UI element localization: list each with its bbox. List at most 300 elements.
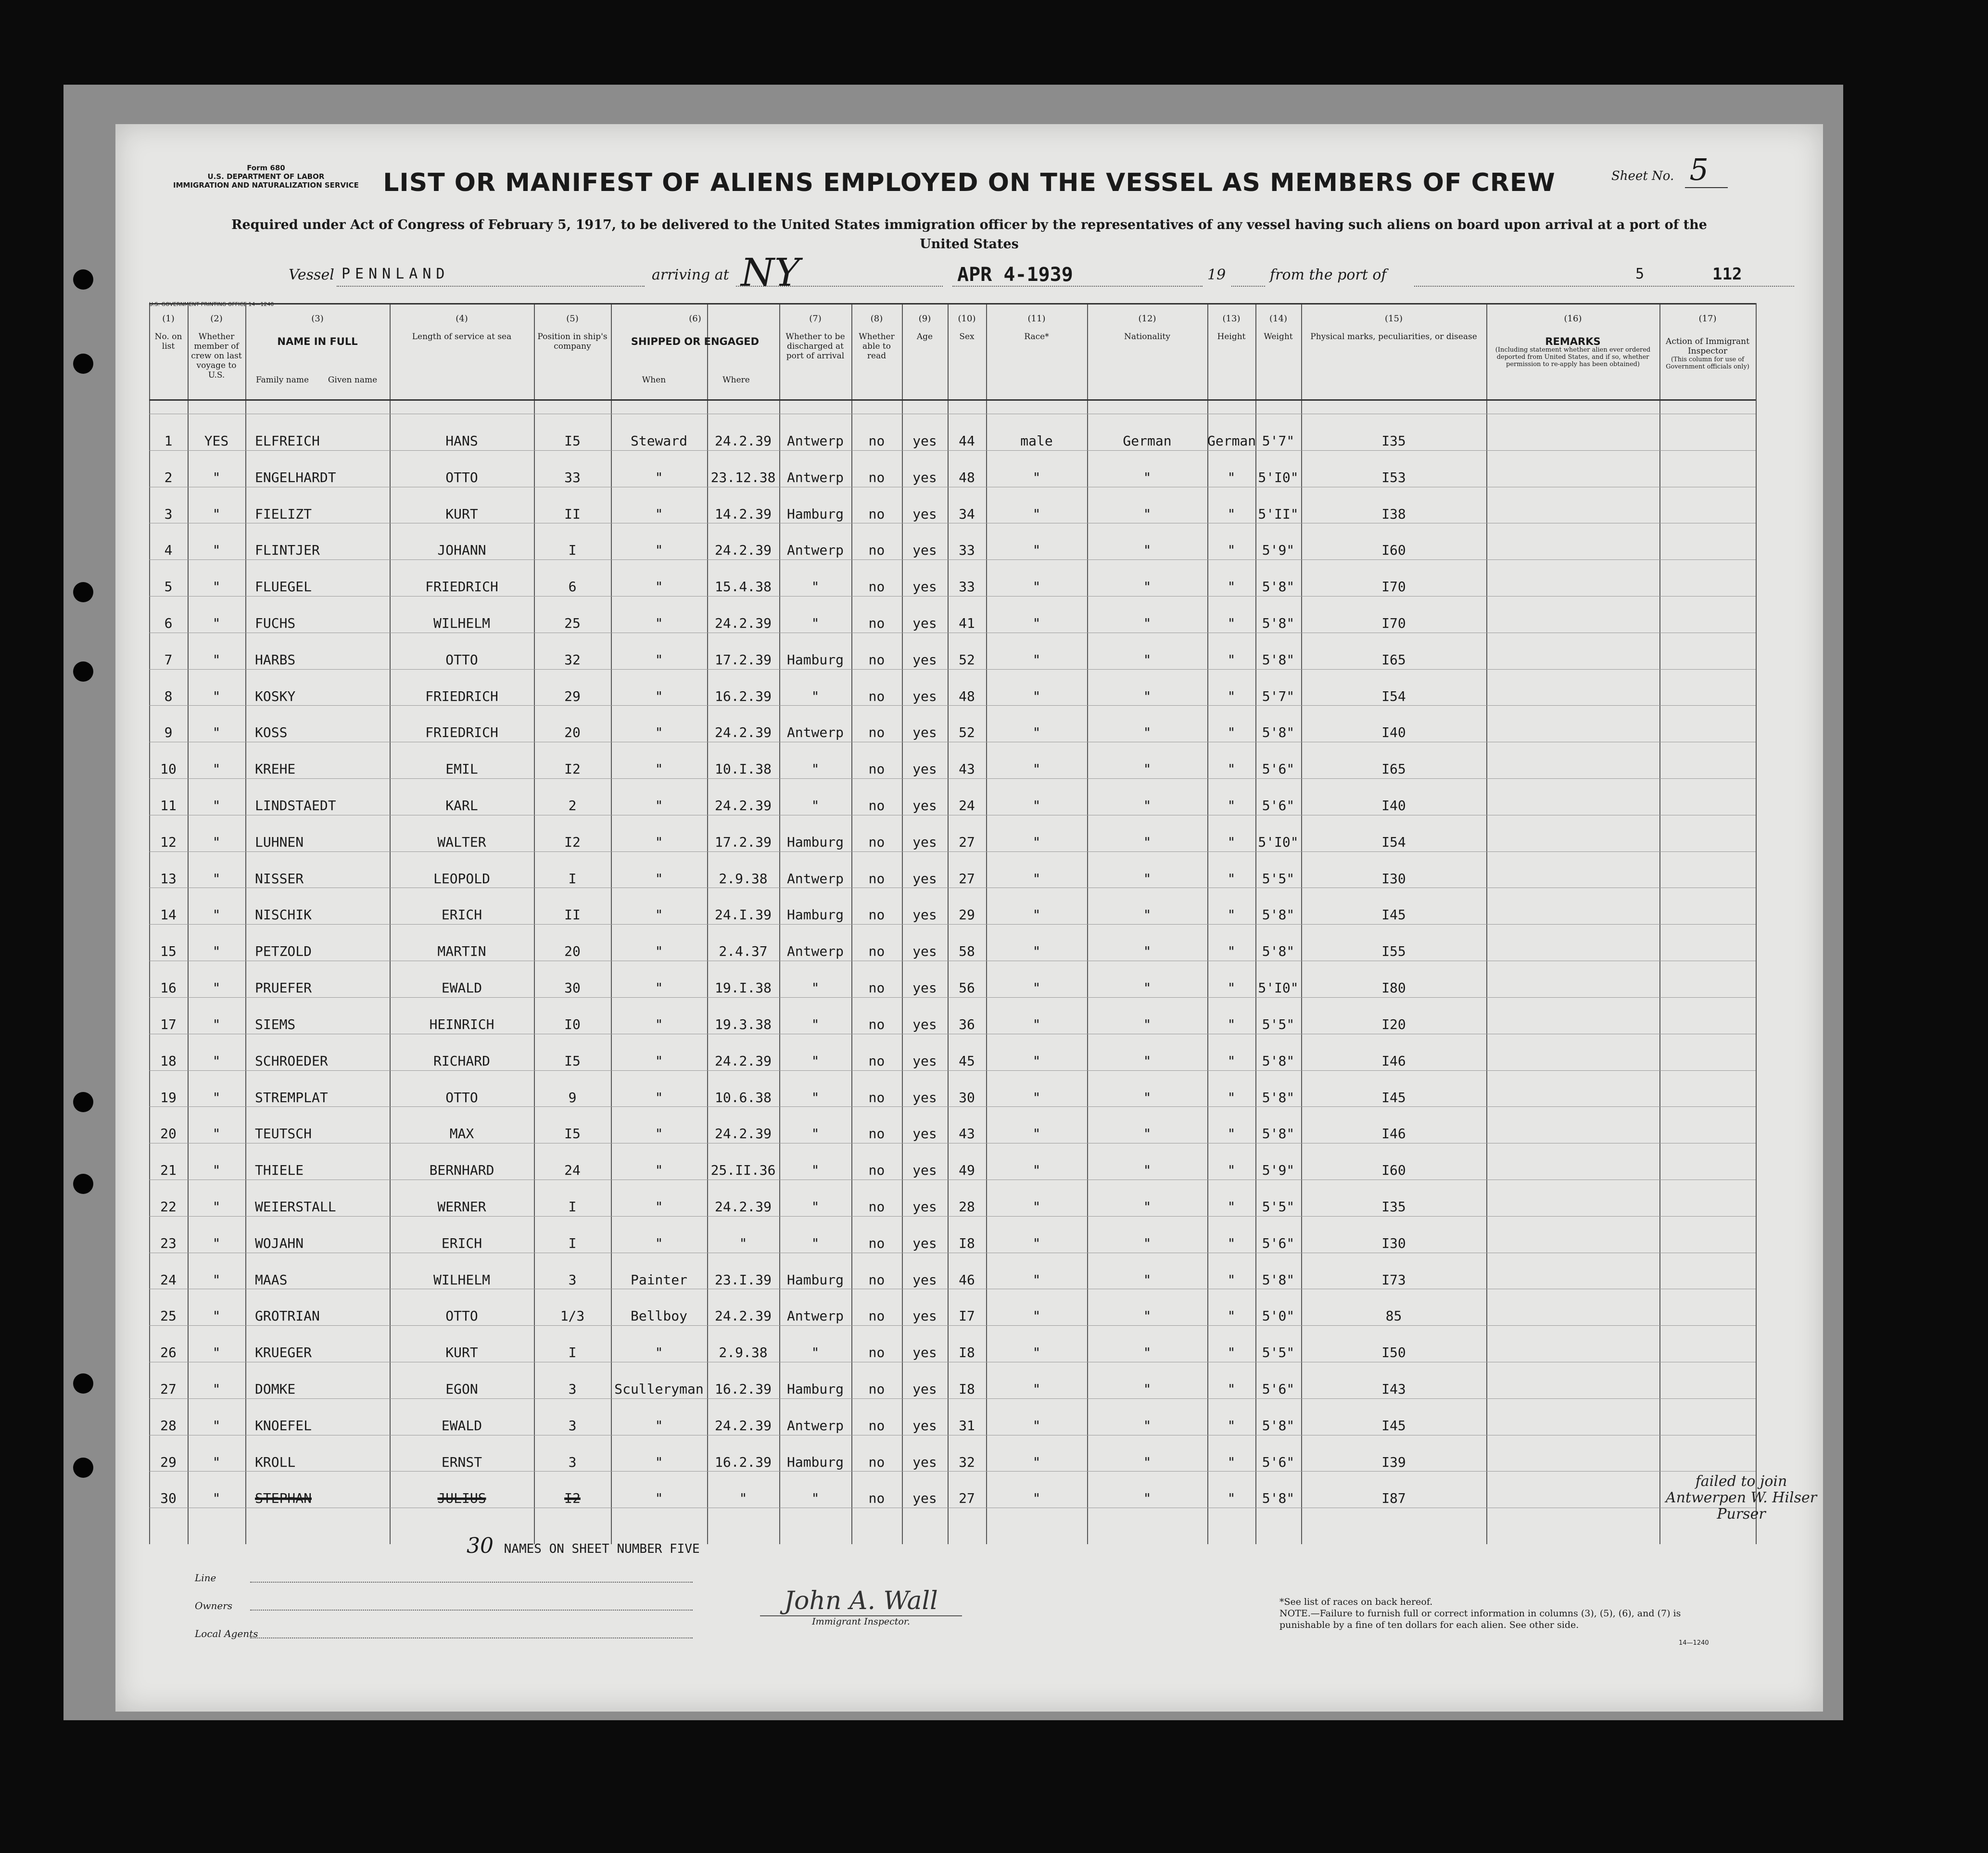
cell-given: ERICH xyxy=(441,907,482,923)
cell-disch: no xyxy=(868,1271,885,1288)
cell-race: " xyxy=(1143,1053,1152,1069)
cell-family: KOSKY xyxy=(255,688,296,704)
ruled-line xyxy=(149,1216,1756,1217)
cell-given: WERNER xyxy=(437,1198,486,1215)
cell-nat: " xyxy=(1227,615,1236,632)
cell-when: 19.I.38 xyxy=(714,980,772,996)
cell-height: 5'I0" xyxy=(1258,834,1299,850)
column-number: (4) xyxy=(456,314,468,324)
table-top-rule xyxy=(149,303,1756,305)
cell-service: I0 xyxy=(564,1016,581,1032)
cell-service: I5 xyxy=(564,1126,581,1142)
cell-position: " xyxy=(655,1454,663,1470)
cell-service: I xyxy=(568,542,577,558)
cell-no: 24 xyxy=(160,1271,177,1288)
cell-last: " xyxy=(212,1490,221,1507)
cell-sex: " xyxy=(1032,688,1041,704)
cell-nat: " xyxy=(1227,1417,1236,1434)
cell-disch: no xyxy=(868,1162,885,1179)
cell-where: Antwerp xyxy=(786,724,844,741)
cell-race: " xyxy=(1143,579,1152,595)
cell-no: 16 xyxy=(160,980,177,996)
cell-age: 48 xyxy=(959,469,975,485)
cell-position: " xyxy=(655,1126,663,1142)
cell-position: " xyxy=(655,907,663,923)
cell-height: 5'7" xyxy=(1262,688,1295,704)
cell-family: WEIERSTALL xyxy=(255,1198,336,1215)
cell-service: 3 xyxy=(568,1381,577,1397)
cell-family: NISSER xyxy=(255,870,304,887)
cell-position: " xyxy=(655,615,663,632)
cell-last: " xyxy=(212,615,221,632)
cell-family: FIELIZT xyxy=(255,506,312,522)
cell-weight: I70 xyxy=(1381,615,1406,632)
cell-position: Bellboy xyxy=(630,1308,687,1324)
cell-nat: " xyxy=(1227,1271,1236,1288)
cell-given: OTTO xyxy=(445,651,478,668)
column-number: (10) xyxy=(958,314,976,324)
cell-age: 24 xyxy=(959,798,975,814)
cell-race: " xyxy=(1143,1198,1152,1215)
cell-where: Hamburg xyxy=(786,651,844,668)
cell-when: 10.I.38 xyxy=(714,761,772,777)
ruled-line xyxy=(149,1325,1756,1326)
cell-last: " xyxy=(212,907,221,923)
cell-race: " xyxy=(1143,834,1152,850)
column-divider xyxy=(1659,303,1660,1544)
cell-family: ELFREICH xyxy=(255,433,320,449)
cell-no: 1 xyxy=(164,433,173,449)
cell-height: 5'6" xyxy=(1262,1235,1295,1251)
cell-weight: I38 xyxy=(1381,506,1406,522)
column-number: (11) xyxy=(1027,314,1046,324)
cell-weight: I87 xyxy=(1381,1490,1406,1507)
cell-when: 15.4.38 xyxy=(714,579,772,595)
cell-age: 27 xyxy=(959,870,975,887)
cell-weight: I35 xyxy=(1381,1198,1406,1215)
cell-given: KARL xyxy=(445,798,478,814)
page-mark: 112 xyxy=(1712,265,1742,284)
remark-text: failed to join Antwerpen W. Hilser Purser xyxy=(1665,1473,1817,1523)
cell-age: 33 xyxy=(959,579,975,595)
cell-race: " xyxy=(1143,980,1152,996)
from-port-code: 5 xyxy=(1635,266,1645,282)
cell-age: 29 xyxy=(959,907,975,923)
sub-header: When xyxy=(642,375,666,385)
cell-race: " xyxy=(1143,943,1152,960)
cell-height: 5'8" xyxy=(1262,651,1295,668)
cell-read: yes xyxy=(912,1162,937,1179)
cell-given: MAX xyxy=(449,1126,474,1142)
cell-nat: " xyxy=(1227,1126,1236,1142)
cell-race: " xyxy=(1143,1345,1152,1361)
column-number: (3) xyxy=(311,314,324,324)
header-rule xyxy=(149,399,1756,401)
cell-service: 29 xyxy=(564,688,581,704)
from-port-label: from the port of xyxy=(1270,267,1387,283)
cell-race: " xyxy=(1143,542,1152,558)
cell-last: " xyxy=(212,834,221,850)
cell-given: WALTER xyxy=(437,834,486,850)
cell-family: KOSS xyxy=(255,724,288,741)
cell-when: 16.2.39 xyxy=(714,1381,772,1397)
cell-given: EGON xyxy=(445,1381,478,1397)
column-divider xyxy=(245,303,246,1544)
cell-race: " xyxy=(1143,1162,1152,1179)
ruled-line xyxy=(149,997,1756,998)
cell-age: 32 xyxy=(959,1454,975,1470)
cell-position: " xyxy=(655,1198,663,1215)
cell-when: 17.2.39 xyxy=(714,834,772,850)
ruled-line xyxy=(149,1106,1756,1107)
cell-race: " xyxy=(1143,651,1152,668)
cell-race: " xyxy=(1143,870,1152,887)
cell-service: 20 xyxy=(564,724,581,741)
cell-last: " xyxy=(212,1271,221,1288)
cell-no: 7 xyxy=(164,651,173,668)
cell-family: STEPHAN xyxy=(255,1490,312,1507)
cell-no: 9 xyxy=(164,724,173,741)
cell-where: Hamburg xyxy=(786,1381,844,1397)
cell-race: " xyxy=(1143,1490,1152,1507)
cell-where: Hamburg xyxy=(786,907,844,923)
cell-age: 27 xyxy=(959,1490,975,1507)
cell-service: 9 xyxy=(568,1089,577,1105)
cell-read: yes xyxy=(912,1235,937,1251)
cell-service: 1/3 xyxy=(560,1308,585,1324)
cell-when: 24.2.39 xyxy=(714,1198,772,1215)
cell-sex: " xyxy=(1032,870,1041,887)
cell-last: " xyxy=(212,1162,221,1179)
cell-weight: I30 xyxy=(1381,1235,1406,1251)
cell-height: 5'6" xyxy=(1262,798,1295,814)
cell-given: WILHELM xyxy=(433,1271,490,1288)
ruled-line xyxy=(149,596,1756,597)
cell-disch: no xyxy=(868,870,885,887)
cell-race: " xyxy=(1143,1235,1152,1251)
cell-height: 5'5" xyxy=(1262,870,1295,887)
cell-disch: no xyxy=(868,1126,885,1142)
cell-given: EWALD xyxy=(441,980,482,996)
cell-last: " xyxy=(212,980,221,996)
cell-where: " xyxy=(811,1126,820,1142)
cell-service: I5 xyxy=(564,433,581,449)
cell-service: I xyxy=(568,870,577,887)
cell-height: 5'6" xyxy=(1262,1454,1295,1470)
cell-given: KURT xyxy=(445,1345,478,1361)
cell-weight: I80 xyxy=(1381,980,1406,996)
cell-no: 4 xyxy=(164,542,173,558)
owners-label: Owners xyxy=(195,1600,233,1612)
cell-nat: " xyxy=(1227,943,1236,960)
cell-when: 23.I.39 xyxy=(714,1271,772,1288)
column-number: (9) xyxy=(918,314,931,324)
line-label: Line xyxy=(195,1572,216,1584)
cell-where: Hamburg xyxy=(786,1454,844,1470)
cell-disch: no xyxy=(868,943,885,960)
cell-no: 13 xyxy=(160,870,177,887)
cell-last: " xyxy=(212,1016,221,1032)
cell-race: " xyxy=(1143,724,1152,741)
cell-where: Antwerp xyxy=(786,1308,844,1324)
cell-disch: no xyxy=(868,1016,885,1032)
cell-where: Antwerp xyxy=(786,943,844,960)
cell-position: " xyxy=(655,834,663,850)
cell-nat: " xyxy=(1227,1381,1236,1397)
cell-age: 33 xyxy=(959,542,975,558)
cell-service: 3 xyxy=(568,1271,577,1288)
ruled-line xyxy=(149,450,1756,451)
cell-last: " xyxy=(212,798,221,814)
column-number: (6) xyxy=(689,314,701,324)
cell-last: YES xyxy=(204,433,229,449)
cell-read: yes xyxy=(912,1454,937,1470)
cell-disch: no xyxy=(868,506,885,522)
cell-last: " xyxy=(212,1235,221,1251)
cell-sex: " xyxy=(1032,579,1041,595)
cell-position: " xyxy=(655,1162,663,1179)
cell-where: " xyxy=(811,1089,820,1105)
cell-nat: " xyxy=(1227,980,1236,996)
cell-when: 25.II.36 xyxy=(710,1162,776,1179)
cell-race: " xyxy=(1143,1381,1152,1397)
cell-family: GROTRIAN xyxy=(255,1308,320,1324)
cell-when: 24.2.39 xyxy=(714,798,772,814)
sub-header: Given name xyxy=(328,375,378,385)
cell-race: " xyxy=(1143,615,1152,632)
cell-family: MAAS xyxy=(255,1271,288,1288)
cell-nat: German xyxy=(1207,433,1256,449)
cell-where: Antwerp xyxy=(786,1417,844,1434)
cell-age: 49 xyxy=(959,1162,975,1179)
cell-family: ENGELHARDT xyxy=(255,469,336,485)
cell-race: " xyxy=(1143,506,1152,522)
cell-age: I8 xyxy=(959,1345,975,1361)
signature-caption: Immigrant Inspector. xyxy=(760,1615,962,1627)
cell-race: " xyxy=(1143,1454,1152,1470)
date-stamp: APR 4-1939 xyxy=(957,264,1073,286)
cell-position: " xyxy=(655,1016,663,1032)
cell-family: NISCHIK xyxy=(255,907,312,923)
binder-hole xyxy=(73,1174,93,1194)
cell-service: II xyxy=(564,506,581,522)
cell-no: 8 xyxy=(164,688,173,704)
cell-read: yes xyxy=(912,834,937,850)
cell-where: " xyxy=(811,1198,820,1215)
cell-race: " xyxy=(1143,1308,1152,1324)
form-code: 14—1240 xyxy=(1679,1639,1709,1647)
cell-last: " xyxy=(212,1381,221,1397)
cell-no: 20 xyxy=(160,1126,177,1142)
cell-last: " xyxy=(212,724,221,741)
cell-height: 5'5" xyxy=(1262,1198,1295,1215)
cell-family: WOJAHN xyxy=(255,1235,304,1251)
cell-height: 5'8" xyxy=(1262,1053,1295,1069)
cell-position: " xyxy=(655,1089,663,1105)
cell-nat: " xyxy=(1227,1089,1236,1105)
cell-weight: I46 xyxy=(1381,1053,1406,1069)
cell-nat: " xyxy=(1227,1345,1236,1361)
cell-weight: I40 xyxy=(1381,798,1406,814)
binder-hole xyxy=(73,582,93,602)
cell-family: KROLL xyxy=(255,1454,296,1470)
cell-service: I2 xyxy=(564,761,581,777)
column-header: Position in ship's company xyxy=(537,332,608,351)
sheet-label: Sheet No. xyxy=(1611,169,1674,183)
cell-weight: I54 xyxy=(1381,688,1406,704)
cell-where: " xyxy=(811,980,820,996)
column-divider xyxy=(1486,303,1487,1544)
cell-sex: " xyxy=(1032,1490,1041,1507)
cell-service: I xyxy=(568,1235,577,1251)
cell-no: 17 xyxy=(160,1016,177,1032)
cell-sex: " xyxy=(1032,1381,1041,1397)
cell-age: 28 xyxy=(959,1198,975,1215)
ruled-line xyxy=(149,851,1756,852)
cell-family: FUCHS xyxy=(255,615,296,632)
inspector-signature xyxy=(760,1586,962,1627)
cell-nat: " xyxy=(1227,506,1236,522)
cell-family: KRUEGER xyxy=(255,1345,312,1361)
cell-service: 20 xyxy=(564,943,581,960)
cell-no: 14 xyxy=(160,907,177,923)
cell-position: " xyxy=(655,943,663,960)
cell-where: Antwerp xyxy=(786,870,844,887)
binder-hole xyxy=(73,1092,93,1112)
page-title: LIST OR MANIFEST OF ALIENS EMPLOYED ON THE VESSEL AS MEMBERS OF CREW xyxy=(383,168,1556,197)
cell-family: THIELE xyxy=(255,1162,304,1179)
cell-where: " xyxy=(811,1490,820,1507)
form-number: Form 680 xyxy=(247,164,285,172)
cell-when: 24.2.39 xyxy=(714,1126,772,1142)
cell-weight: I45 xyxy=(1381,1417,1406,1434)
cell-family: LINDSTAEDT xyxy=(255,798,336,814)
cell-no: 22 xyxy=(160,1198,177,1215)
cell-given: OTTO xyxy=(445,1089,478,1105)
cell-service: 2 xyxy=(568,798,577,814)
cell-service: 6 xyxy=(568,579,577,595)
ruled-line xyxy=(149,669,1756,670)
cell-last: " xyxy=(212,469,221,485)
column-header: SHIPPED OR ENGAGED When Where xyxy=(613,337,777,386)
cell-family: PETZOLD xyxy=(255,943,312,960)
cell-read: yes xyxy=(912,579,937,595)
cell-service: 33 xyxy=(564,469,581,485)
cell-no: 2 xyxy=(164,469,173,485)
cell-disch: no xyxy=(868,579,885,595)
cell-race: " xyxy=(1143,1089,1152,1105)
column-header: Race* xyxy=(1024,332,1049,342)
cell-last: " xyxy=(212,943,221,960)
cell-age: 41 xyxy=(959,615,975,632)
cell-sex: " xyxy=(1032,1126,1041,1142)
cell-age: 58 xyxy=(959,943,975,960)
cell-weight: I53 xyxy=(1381,469,1406,485)
vessel-label: Vessel xyxy=(289,267,334,283)
cell-service: 32 xyxy=(564,651,581,668)
cell-when: 14.2.39 xyxy=(714,506,772,522)
cell-disch: no xyxy=(868,1381,885,1397)
cell-where: " xyxy=(811,761,820,777)
names-total xyxy=(467,1534,700,1558)
cell-sex: " xyxy=(1032,1198,1041,1215)
cell-read: yes xyxy=(912,1381,937,1397)
column-number: (14) xyxy=(1269,314,1287,324)
ruled-line xyxy=(149,1471,1756,1472)
binder-hole xyxy=(73,354,93,374)
cell-age: 45 xyxy=(959,1053,975,1069)
column-header: Weight xyxy=(1264,332,1293,342)
cell-age: 52 xyxy=(959,651,975,668)
page-subtitle: Required under Act of Congress of February 5, 1917, to be delivered to the United States immigration officer by the representatives of any vessel having such aliens on board upon arrival at a port of the United States xyxy=(231,217,1707,252)
names-total-text: NAMES ON SHEET NUMBER FIVE xyxy=(504,1542,700,1556)
cell-last: " xyxy=(212,579,221,595)
cell-height: 5'8" xyxy=(1262,1126,1295,1142)
cell-when: 2.4.37 xyxy=(719,943,768,960)
cell-weight: I20 xyxy=(1381,1016,1406,1032)
sheet-number: 5 xyxy=(1685,152,1728,188)
ruled-line xyxy=(149,924,1756,925)
cell-position: " xyxy=(655,1490,663,1507)
cell-nat: " xyxy=(1227,1016,1236,1032)
cell-disch: no xyxy=(868,1454,885,1470)
cell-read: yes xyxy=(912,907,937,923)
cell-last: " xyxy=(212,542,221,558)
cell-service: II xyxy=(564,907,581,923)
manifest-sheet xyxy=(115,124,1823,1712)
cell-when: 24.2.39 xyxy=(714,433,772,449)
cell-age: I8 xyxy=(959,1235,975,1251)
cell-nat: " xyxy=(1227,724,1236,741)
cell-sex: " xyxy=(1032,469,1041,485)
cell-age: I7 xyxy=(959,1308,975,1324)
cell-sex: " xyxy=(1032,1308,1041,1324)
cell-weight: I60 xyxy=(1381,1162,1406,1179)
cell-nat: " xyxy=(1227,688,1236,704)
cell-sex: " xyxy=(1032,1417,1041,1434)
cell-read: yes xyxy=(912,1308,937,1324)
cell-disch: no xyxy=(868,798,885,814)
cell-sex: " xyxy=(1032,1454,1041,1470)
cell-sex: " xyxy=(1032,761,1041,777)
cell-nat: " xyxy=(1227,870,1236,887)
cell-sex: " xyxy=(1032,1345,1041,1361)
cell-last: " xyxy=(212,1454,221,1470)
cell-height: 5'7" xyxy=(1262,433,1295,449)
cell-where: " xyxy=(811,579,820,595)
column-number: (17) xyxy=(1698,314,1717,324)
cell-sex: " xyxy=(1032,1016,1041,1032)
cell-height: 5'I0" xyxy=(1258,980,1299,996)
cell-when: 24.2.39 xyxy=(714,542,772,558)
cell-where: " xyxy=(811,615,820,632)
cell-weight: I45 xyxy=(1381,1089,1406,1105)
cell-given: JOHANN xyxy=(437,542,486,558)
cell-service: I2 xyxy=(564,1490,581,1507)
cell-sex: " xyxy=(1032,980,1041,996)
cell-read: yes xyxy=(912,724,937,741)
cell-given: OTTO xyxy=(445,469,478,485)
cell-race: " xyxy=(1143,761,1152,777)
cell-service: 30 xyxy=(564,980,581,996)
cell-race: " xyxy=(1143,469,1152,485)
cell-disch: no xyxy=(868,469,885,485)
cell-read: yes xyxy=(912,870,937,887)
cell-no: 5 xyxy=(164,579,173,595)
cell-given: JULIUS xyxy=(437,1490,486,1507)
cell-disch: no xyxy=(868,1053,885,1069)
column-header: NAME IN FULL Family name Given name xyxy=(247,337,388,386)
